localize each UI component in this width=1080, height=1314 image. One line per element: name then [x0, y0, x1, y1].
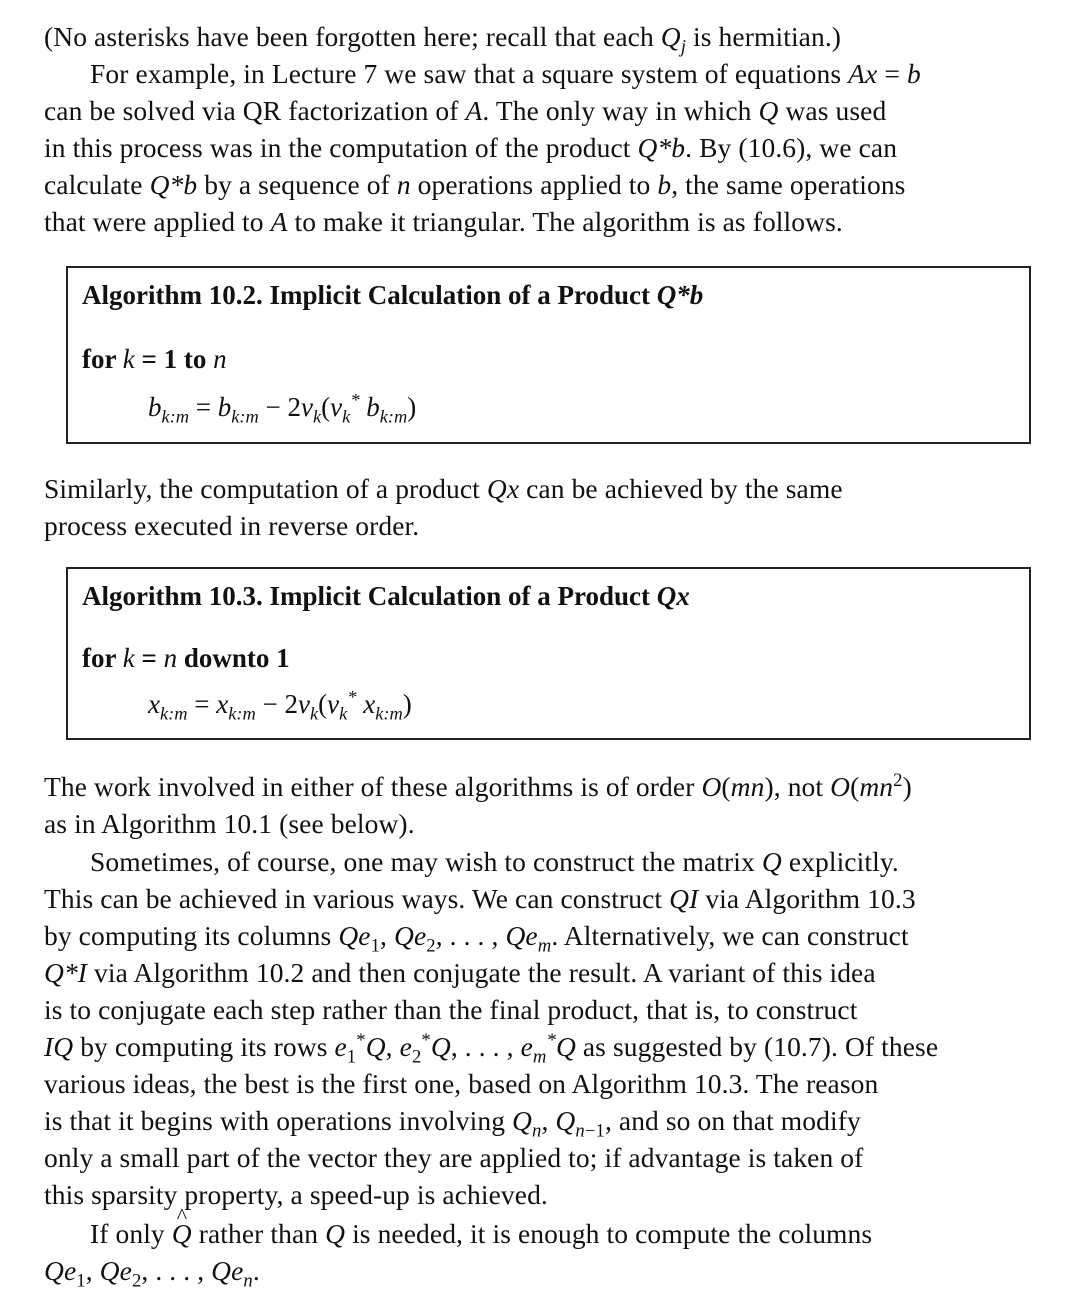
paragraph-reverse-order — [44, 470, 1054, 544]
text-line: This can be achieved in various ways. We can construct QI via Algorithm 10.3 — [44, 883, 916, 914]
algorithm-10-3-loop: for k = n downto 1 — [82, 643, 290, 673]
text-line: If only ^ Q rather than Q is needed, it is enough to compute the columns — [44, 1215, 1054, 1252]
text-line: Q*I via Algorithm 10.2 and then conjugate the result. A variant of this idea — [44, 957, 876, 988]
algorithm-10-2-loop: for k = 1 to n — [82, 344, 227, 374]
text-line: that were applied to A to make it triangular. The algorithm is as follows. — [44, 206, 843, 237]
text-line: For example, in Lecture 7 we saw that a square system of equations Ax = b — [90, 58, 921, 89]
text-line: The work involved in either of these algorithms is of order O(mn), not $O(mn^2)$ — [44, 769, 912, 802]
text-line: Similarly, the computation of a product Qx can be achieved by the same — [44, 473, 843, 504]
algorithm-10-3-title: Algorithm 10.3. Implicit Calculation of a Product Qx — [82, 581, 690, 611]
text-line: is that it begins with operations involving $Q_n$, $Q_{n-1}$, and so on that modify — [44, 1105, 861, 1142]
text-line: by computing its columns $Qe_1$, $Qe_2$, . . . , $Qe_m$. Alternatively, we can construct — [44, 920, 909, 957]
paragraph-explicit-q — [44, 843, 1054, 1213]
paragraph-qr-example — [44, 55, 1054, 240]
text-line: Sometimes, of course, one may wish to construct the matrix Q explicitly. — [90, 846, 899, 877]
text-line: only a small part of the vector they are applied to; if advantage is taken of — [44, 1142, 864, 1173]
text-line: $Qe_1$, $Qe_2$, . . . , $Qe_n$. — [44, 1255, 260, 1292]
text-line: this sparsity property, a speed-up is achieved. — [44, 1179, 548, 1210]
text-line: is to conjugate each step rather than the final product, that is, to construct — [44, 994, 858, 1025]
paragraph-asterisks-note — [44, 18, 1054, 58]
text-line: process executed in reverse order. — [44, 510, 420, 541]
text-line: calculate Q*b by a sequence of n operations applied to b, the same operations — [44, 169, 906, 200]
text-line: can be solved via QR factorization of A. The only way in which Q was used — [44, 95, 887, 126]
text-line: (No asterisks have been forgotten here; recall that each $Q_j$ is hermitian.) — [44, 21, 842, 58]
algorithm-10-3-update: $x_{k:m} = x_{k:m} - 2v_k(v_k^*$ $x_{k:m}$) — [148, 687, 412, 724]
paragraph-work-order — [44, 768, 1054, 842]
text-line: various ideas, the best is the first one, based on Algorithm 10.3. The reason — [44, 1068, 879, 1099]
paragraph-q-hat — [44, 1215, 1054, 1292]
text-line: in this process was in the computation of the product Q*b. By (10.6), we can — [44, 132, 898, 163]
algorithm-10-2-box — [66, 266, 1031, 444]
algorithm-10-2-title: Algorithm 10.2. Implicit Calculation of a Product Q*b — [82, 280, 704, 310]
algorithm-10-2-update: $b_{k:m} = b_{k:m} - 2v_k(v_k^*$ $b_{k:m}$) — [148, 390, 417, 427]
algorithm-10-3-box — [66, 567, 1031, 740]
text-line: IQ by computing its rows $e_1^*Q$, $e_2^*Q$, . . . , $e_m^*Q$ as suggested by (10.7). Of these — [44, 1029, 939, 1068]
text-line: as in Algorithm 10.1 (see below). — [44, 808, 415, 839]
